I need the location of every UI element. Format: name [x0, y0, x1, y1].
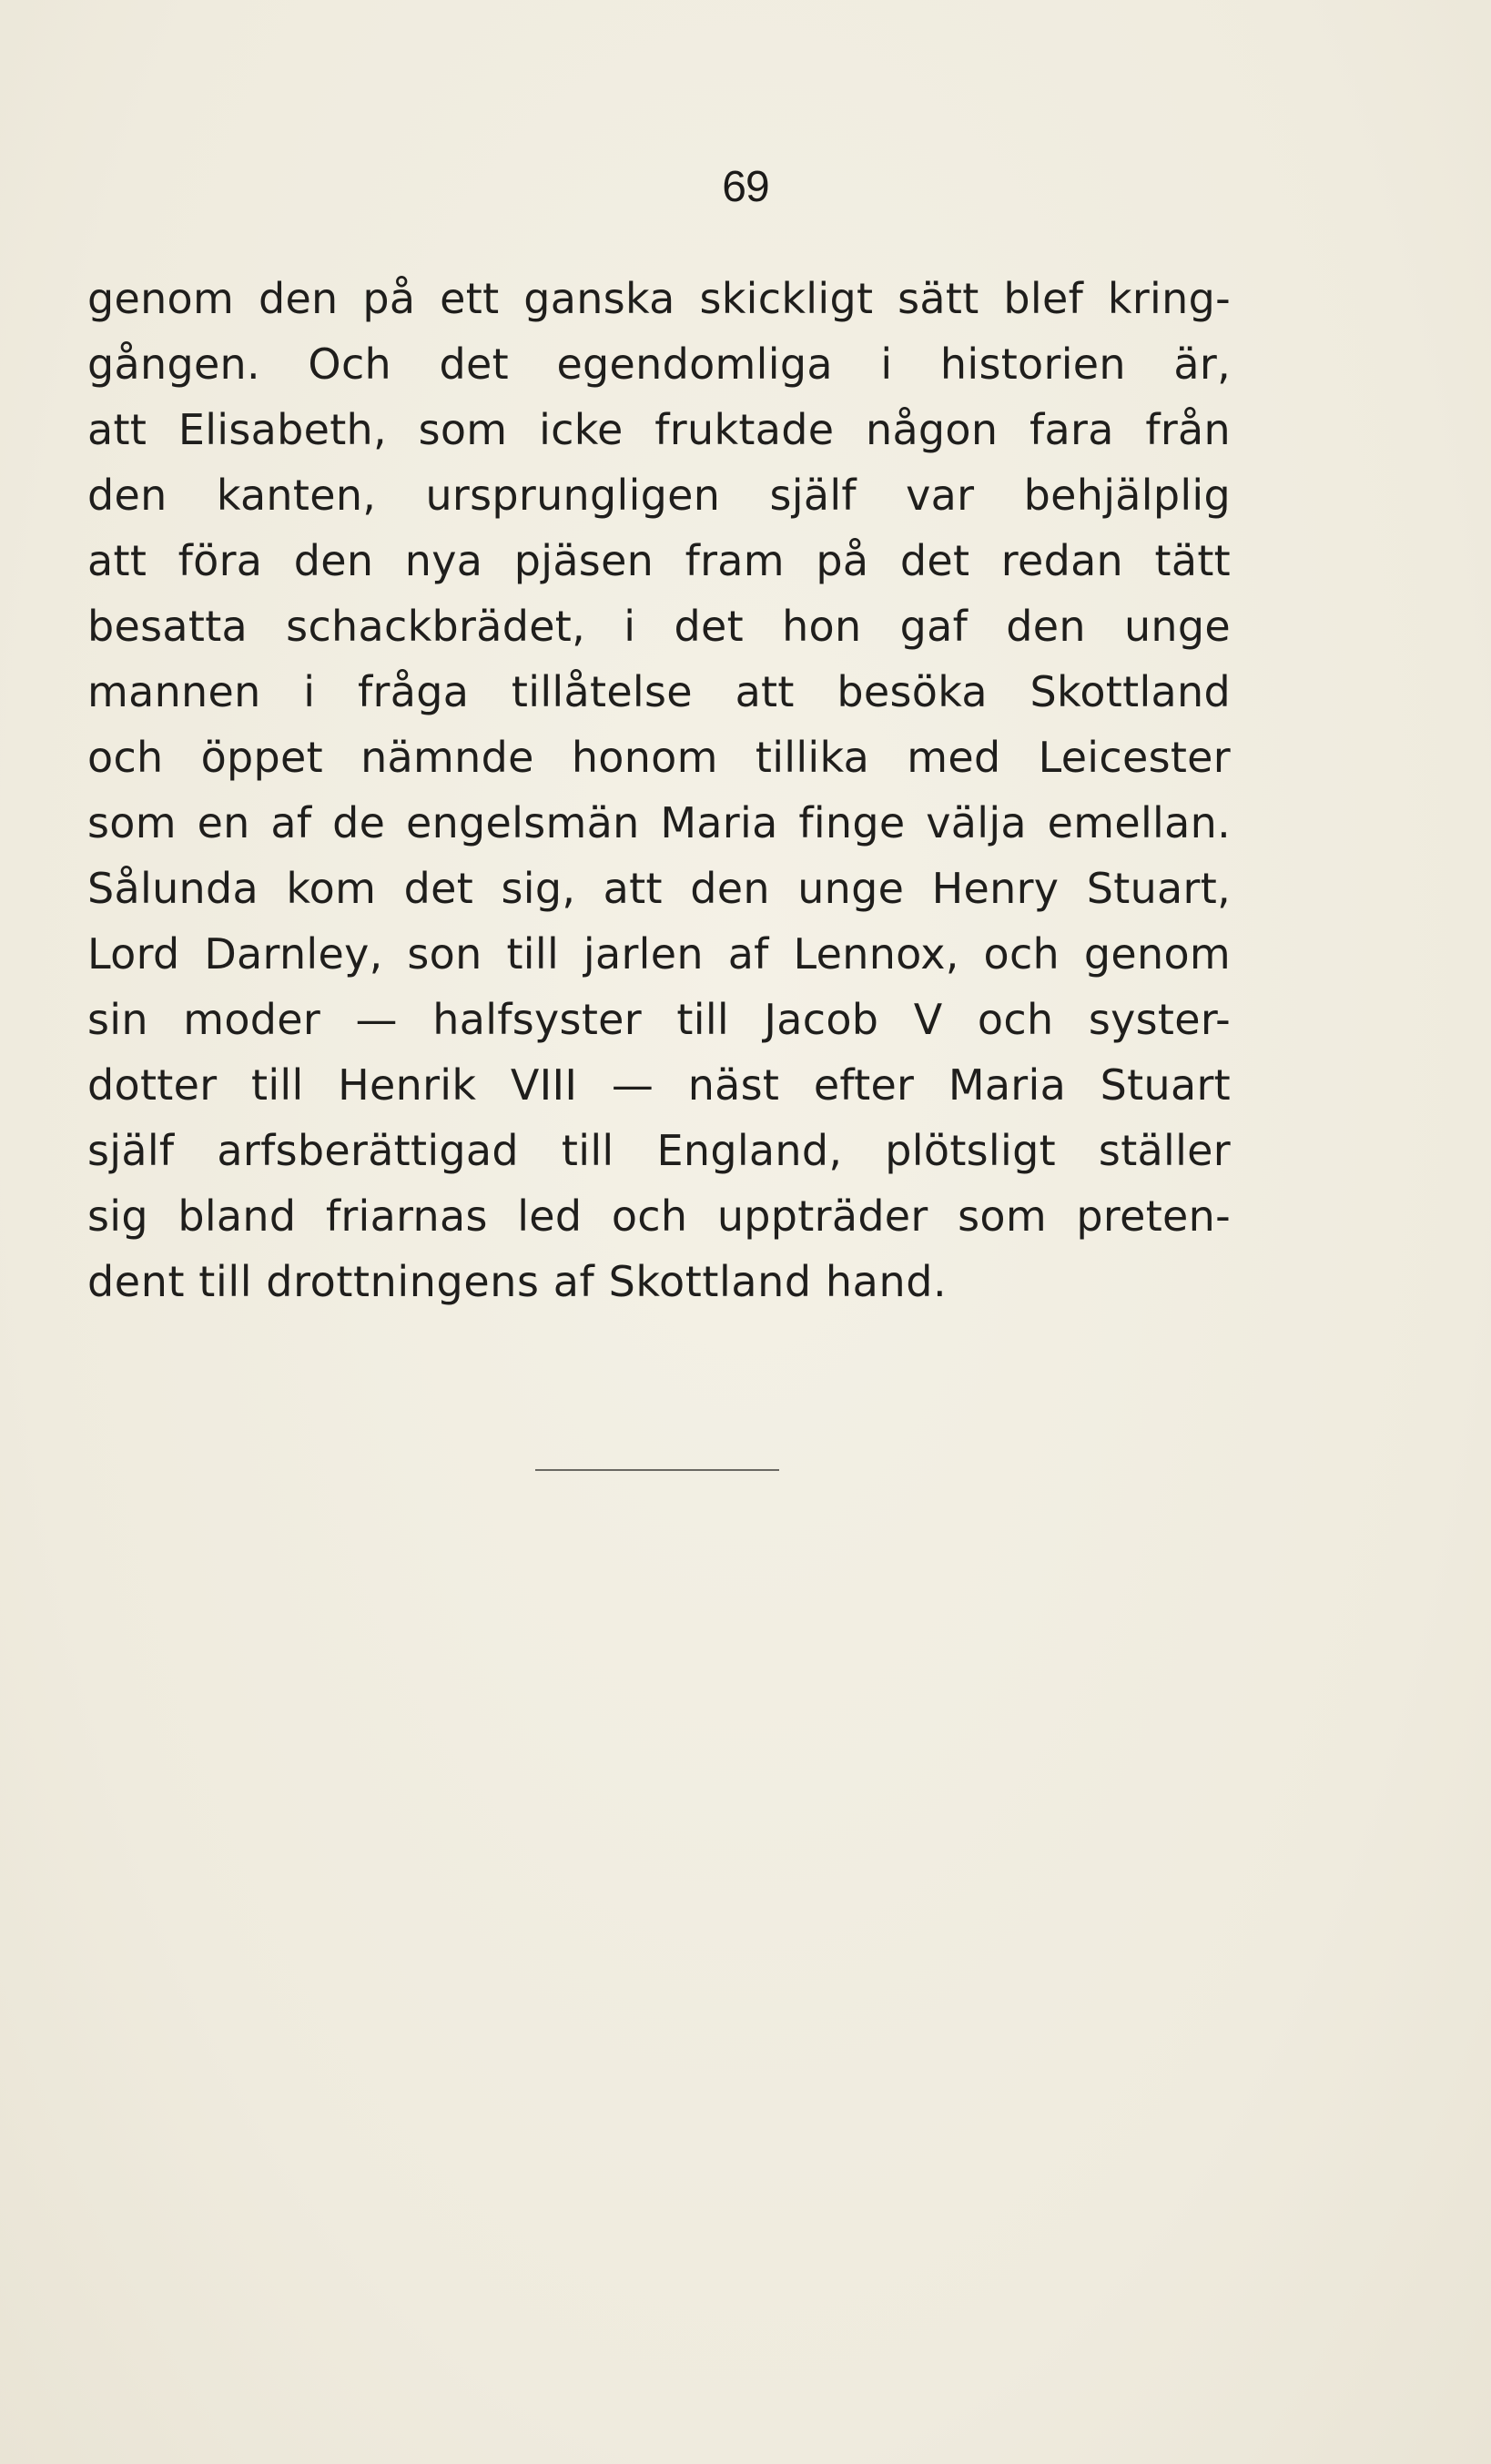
text-line: dotter till Henrik VIII — näst efter Maria Stuart	[87, 1060, 1231, 1110]
text-line: och öppet nämnde honom tillika med Leicester	[87, 733, 1231, 782]
text-line: som en af de engelsmän Maria finge välja emellan.	[87, 798, 1231, 847]
text-line: Lord Darnley, son till jarlen af Lennox, och genom	[87, 929, 1231, 979]
section-end-rule	[535, 1469, 779, 1471]
text-line: genom den på ett ganska skickligt sätt blef kring-	[87, 274, 1231, 323]
text-line: den kanten, ursprungligen själf var behjälplig	[87, 471, 1231, 520]
page-number: 69	[722, 163, 769, 211]
text-line: mannen i fråga tillåtelse att besöka Skottland	[87, 667, 1231, 716]
text-line: sig bland friarnas led och uppträder som preten-	[87, 1191, 1231, 1241]
text-line: att Elisabeth, som icke fruktade någon fara från	[87, 405, 1231, 454]
text-line: att föra den nya pjäsen fram på det redan tätt	[87, 536, 1231, 585]
text-line: gången. Och det egendomliga i historien är,	[87, 340, 1231, 389]
text-line: själf arfsberättigad till England, plötsligt ställer	[87, 1126, 1231, 1175]
text-line-last: dent till drottningens af Skottland hand.	[87, 1257, 948, 1306]
text-line: Sålunda kom det sig, att den unge Henry Stuart,	[87, 864, 1231, 913]
body-text	[87, 266, 1231, 1314]
text-line: sin moder — halfsyster till Jacob V och syster-	[87, 995, 1231, 1044]
text-line: besatta schackbrädet, i det hon gaf den unge	[87, 602, 1231, 651]
